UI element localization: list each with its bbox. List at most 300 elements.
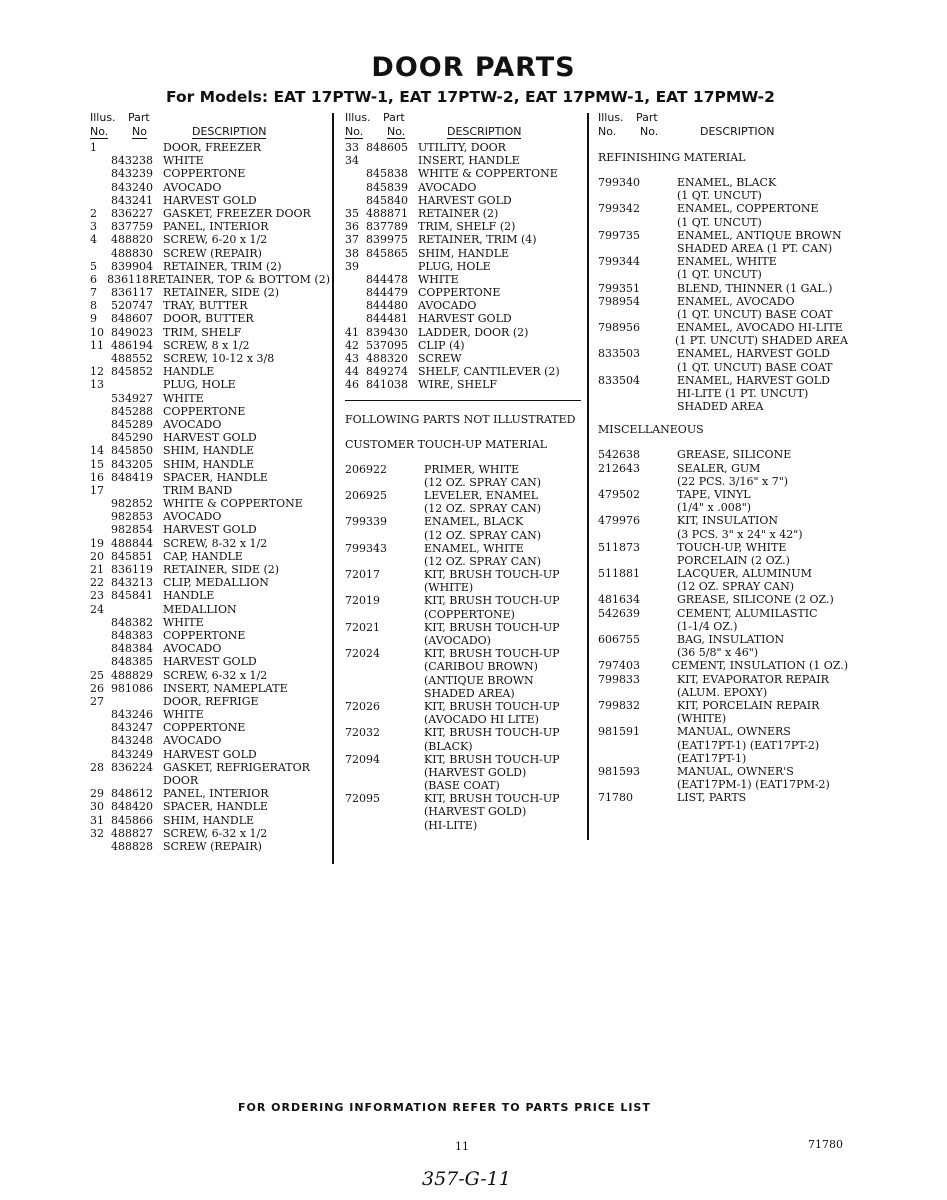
item-number: 25: [90, 668, 104, 682]
part-number: 833503: [598, 347, 640, 361]
parts-row: [345, 207, 581, 220]
parts-row: [345, 766, 581, 779]
part-description: BLEND, THINNER (1 GAL.): [677, 281, 833, 295]
item-number: 21: [90, 563, 104, 576]
part-number: [345, 779, 424, 792]
parts-row: [345, 713, 581, 726]
part-description: SHADED AREA): [424, 686, 515, 700]
part-description: (BLACK): [424, 739, 473, 753]
part-description: BAG, INSULATION: [677, 633, 785, 646]
part-number: 797403: [598, 659, 640, 673]
item-number: [90, 721, 111, 734]
section-refinishing: REFINISHING MATERIAL: [598, 151, 746, 164]
part-description: KIT, BRUSH TOUCH-UP: [424, 620, 560, 634]
part-description: HARVEST GOLD: [418, 312, 512, 326]
parts-row: [345, 594, 581, 607]
parts-row: [598, 620, 848, 633]
handwritten-note: 357-G-11: [422, 1168, 511, 1190]
part-description: HARVEST GOLD: [163, 747, 257, 761]
part-description: CLIP (4): [418, 338, 465, 352]
part-number: 845866: [111, 813, 153, 827]
parts-row: [345, 141, 581, 154]
item-number: 5: [90, 259, 97, 273]
parts-row: [598, 541, 848, 554]
item-number: 33: [345, 141, 359, 154]
part-number: 799735: [598, 228, 640, 242]
part-description: (AVOCADO): [424, 634, 491, 647]
part-description: (12 OZ. SPRAY CAN): [424, 502, 541, 516]
parts-row: [345, 740, 581, 753]
item-number: [90, 167, 111, 180]
header-description: DESCRIPTION: [447, 125, 522, 138]
item-number: 46: [345, 378, 359, 392]
part-number: [598, 475, 677, 488]
part-number: 839904: [111, 259, 153, 273]
parts-row: [90, 444, 330, 457]
part-description: ENAMEL, BLACK: [677, 176, 777, 189]
part-number: [598, 308, 677, 321]
item-number: [90, 392, 111, 405]
part-description: (12 OZ. SPRAY CAN): [424, 528, 541, 542]
part-description: KIT, INSULATION: [677, 514, 779, 528]
part-number: 72021: [345, 620, 380, 634]
item-number: 30: [90, 800, 104, 814]
part-number: 839975: [366, 233, 408, 247]
parts-row: [598, 778, 848, 791]
part-number: 836227: [111, 206, 153, 220]
part-number: [345, 529, 424, 542]
part-number: 836119: [111, 563, 153, 576]
part-description: (HARVEST GOLD): [424, 765, 527, 779]
header-illus: Illus.: [90, 111, 116, 124]
parts-row: [90, 748, 330, 761]
part-description: (1/4" x .008"): [677, 501, 752, 515]
part-number: 848419: [111, 470, 153, 484]
part-number: 799340: [598, 176, 640, 189]
part-description: (12 OZ. SPRAY CAN): [677, 580, 794, 594]
part-number: 534927: [111, 391, 153, 405]
part-description: WHITE: [418, 272, 459, 286]
part-description: LEVELER, ENAMEL: [424, 488, 539, 502]
part-number: [598, 189, 677, 202]
part-number: 844481: [366, 312, 408, 326]
section-not-illustrated: FOLLOWING PARTS NOT ILLUSTRATED: [345, 400, 581, 426]
part-description: AVOCADO: [163, 642, 222, 656]
part-number: [111, 774, 163, 787]
part-number: [111, 695, 163, 708]
part-number: 836118: [107, 272, 150, 286]
item-number: 28: [90, 760, 104, 774]
part-number: 72095: [345, 792, 380, 806]
part-description: MANUAL, OWNERS: [677, 725, 791, 739]
header-description: DESCRIPTION: [700, 125, 775, 138]
part-description: AVOCADO: [163, 417, 222, 431]
part-description: WHITE & COPPERTONE: [163, 497, 303, 511]
part-description: SCREW (REPAIR): [163, 839, 262, 853]
parts-row: [345, 312, 581, 325]
part-description: SCREW, 6-32 x 1/2: [163, 668, 268, 682]
part-number: [345, 819, 424, 832]
part-description: SCREW: [418, 352, 462, 365]
part-number: 982852: [111, 497, 153, 511]
part-number: 982854: [111, 523, 153, 537]
part-number: 843205: [111, 457, 153, 471]
parts-row: [598, 554, 848, 567]
parts-row: [345, 260, 581, 273]
parts-row: [90, 378, 330, 391]
parts-row: [345, 154, 581, 167]
header-description: DESCRIPTION: [192, 125, 267, 138]
parts-row: [345, 581, 581, 594]
page-number: 11: [455, 1140, 469, 1153]
part-description: HARVEST GOLD: [163, 523, 257, 537]
parts-row: [90, 682, 330, 695]
part-number: 843246: [111, 708, 153, 722]
part-description: PLUG, HOLE: [163, 378, 236, 392]
part-description: SCREW, 8-32 x 1/2: [163, 536, 268, 550]
header-illus-no: No.: [598, 125, 617, 138]
part-description: AVOCADO: [418, 299, 477, 313]
parts-row: [598, 229, 848, 242]
parts-row: [90, 774, 330, 787]
part-number: 981593: [598, 764, 640, 778]
part-description: ENAMEL, AVOCADO: [677, 294, 795, 308]
parts-row: [90, 312, 330, 325]
part-number: 839430: [366, 325, 408, 339]
parts-row: [345, 779, 581, 792]
part-description: (1-1/4 OZ.): [677, 619, 738, 633]
part-number: 849274: [366, 365, 408, 379]
parts-row: [90, 827, 330, 840]
header-illus-no: No.: [345, 125, 364, 138]
item-number: [90, 774, 111, 787]
part-number: [598, 216, 677, 229]
part-number: 72024: [345, 647, 380, 661]
part-description: AVOCADO: [418, 180, 477, 194]
parts-list-2: [345, 141, 581, 392]
parts-list-1: [90, 141, 330, 853]
parts-row: [598, 268, 848, 281]
item-number: 6: [90, 272, 97, 286]
parts-row: [598, 255, 848, 268]
parts-row: [345, 805, 581, 818]
parts-row: [598, 387, 848, 400]
part-description: (WHITE): [424, 581, 474, 595]
part-number: [598, 752, 677, 765]
parts-row: [598, 321, 848, 334]
part-number: 844479: [366, 286, 408, 300]
part-description: COPPERTONE: [163, 167, 246, 181]
part-number: 488828: [111, 839, 153, 853]
part-number: [111, 603, 163, 616]
item-number: 1: [90, 141, 97, 154]
part-number: 843213: [111, 576, 153, 590]
part-number: 71780: [598, 791, 633, 805]
item-number: [90, 405, 111, 418]
parts-row: [90, 734, 330, 747]
part-description: (AVOCADO HI LITE): [424, 713, 539, 727]
item-number: 29: [90, 787, 104, 801]
item-number: 11: [90, 338, 104, 352]
parts-row: [90, 497, 330, 510]
parts-row: [598, 607, 848, 620]
part-number: 488827: [111, 826, 153, 840]
part-number: 981086: [111, 681, 153, 695]
item-number: [90, 352, 111, 365]
part-number: 799339: [345, 515, 387, 529]
part-description: DOOR, REFRIGE: [163, 694, 259, 708]
part-number: 488871: [366, 206, 408, 220]
parts-row: [345, 194, 581, 207]
models-subtitle: For Models: EAT 17PTW-1, EAT 17PTW-2, EAT 17PMW-1, EAT 17PMW-2: [166, 88, 775, 106]
header-part-no: No: [132, 125, 147, 138]
part-number: 72032: [345, 726, 380, 740]
part-description: CAP, HANDLE: [163, 549, 243, 563]
part-number: 845289: [111, 417, 153, 431]
parts-row: [90, 458, 330, 471]
item-number: [345, 312, 366, 325]
part-number: [111, 484, 163, 497]
part-description: LADDER, DOOR (2): [418, 325, 529, 339]
part-number: 845839: [366, 180, 408, 194]
parts-row: [598, 242, 848, 255]
part-number: 843248: [111, 734, 153, 748]
parts-row: [598, 646, 848, 659]
part-number: 799833: [598, 672, 640, 686]
part-description: INSERT, NAMEPLATE: [163, 681, 288, 695]
part-description: DOOR: [163, 774, 199, 787]
parts-row: [90, 721, 330, 734]
parts-row: [345, 233, 581, 246]
part-number: 488820: [111, 233, 153, 247]
item-number: 41: [345, 325, 359, 339]
parts-row: [345, 660, 581, 673]
parts-row: [90, 286, 330, 299]
part-description: RETAINER (2): [418, 206, 499, 220]
part-number: 845865: [366, 246, 408, 260]
parts-row: [598, 189, 848, 202]
part-description: ENAMEL, BLACK: [424, 515, 524, 529]
part-description: (1 QT. UNCUT): [677, 215, 762, 229]
parts-row: [598, 400, 848, 413]
part-description: ENAMEL, COPPERTONE: [677, 202, 819, 216]
parts-row: [598, 673, 848, 686]
item-number: [345, 273, 366, 286]
parts-row: [345, 220, 581, 233]
part-description: KIT, BRUSH TOUCH-UP: [424, 568, 560, 582]
part-number: 848605: [366, 141, 408, 154]
item-number: [90, 523, 111, 536]
part-description: AVOCADO: [163, 180, 222, 194]
miscellaneous-list: [598, 448, 848, 804]
page-title: DOOR PARTS: [371, 52, 576, 83]
parts-row: [598, 295, 848, 308]
item-number: 10: [90, 325, 104, 339]
parts-row: [598, 791, 848, 804]
part-number: 848383: [111, 628, 153, 642]
part-description: (BASE COAT): [424, 779, 500, 793]
part-description: (HI-LITE): [424, 818, 478, 832]
part-description: HI-LITE (1 PT. UNCUT): [677, 387, 809, 400]
part-description: WHITE: [163, 708, 204, 722]
parts-row: [90, 655, 330, 668]
parts-row: [90, 431, 330, 444]
part-number: 488320: [366, 352, 408, 365]
part-number: 542639: [598, 606, 640, 620]
parts-row: [598, 282, 848, 295]
part-number: 798954: [598, 294, 640, 308]
item-number: 22: [90, 576, 104, 590]
part-number: 845851: [111, 549, 153, 563]
item-number: 14: [90, 444, 104, 458]
part-description: WHITE: [163, 615, 204, 629]
part-number: 841038: [366, 378, 408, 392]
item-number: 7: [90, 286, 97, 300]
part-description: (12 OZ. SPRAY CAN): [424, 475, 541, 489]
part-description: (WHITE): [677, 712, 727, 726]
part-description: ENAMEL, WHITE: [677, 255, 777, 269]
part-description: AVOCADO: [163, 734, 222, 748]
column-header: [345, 111, 581, 141]
parts-row: [345, 726, 581, 739]
parts-row: [345, 700, 581, 713]
part-description: KIT, EVAPORATOR REPAIR: [677, 672, 829, 686]
parts-row: [345, 515, 581, 528]
part-number: 844480: [366, 299, 408, 313]
parts-row: [90, 695, 330, 708]
part-number: [345, 805, 424, 818]
part-description: SHELF, CANTILEVER (2): [418, 365, 560, 379]
parts-row: [598, 699, 848, 712]
item-number: [90, 748, 111, 761]
parts-row: [598, 593, 848, 606]
part-number: 843239: [111, 167, 153, 181]
part-description: KIT, BRUSH TOUCH-UP: [424, 792, 560, 806]
parts-row: [345, 326, 581, 339]
parts-row: [598, 374, 848, 387]
part-description: RETAINER, SIDE (2): [163, 563, 280, 576]
parts-row: [90, 814, 330, 827]
part-description: LACQUER, ALUMINUM: [677, 567, 812, 581]
parts-row: [345, 568, 581, 581]
part-description: COPPERTONE: [418, 286, 501, 300]
part-description: TOUCH-UP, WHITE: [677, 540, 787, 554]
item-number: [90, 629, 111, 642]
part-number: 488844: [111, 536, 153, 550]
part-description: SPACER, HANDLE: [163, 800, 268, 814]
part-number: 798956: [598, 321, 640, 335]
part-description: TRIM, SHELF: [163, 325, 242, 339]
item-number: 24: [90, 602, 104, 616]
header-part-no: No.: [387, 125, 406, 138]
column-header: [90, 111, 330, 141]
part-number: 72094: [345, 752, 380, 766]
parts-row: [598, 448, 848, 461]
part-number: 72026: [345, 699, 380, 713]
item-number: 17: [90, 483, 104, 497]
item-number: [90, 181, 111, 194]
parts-row: [90, 669, 330, 682]
part-description: SEALER, GUM: [677, 461, 761, 475]
part-number: [598, 268, 677, 281]
parts-row: [90, 299, 330, 312]
parts-row: [598, 488, 848, 501]
parts-row: [598, 765, 848, 778]
part-description: RETAINER, SIDE (2): [163, 286, 280, 300]
parts-row: [90, 247, 330, 260]
part-number: 799344: [598, 255, 640, 269]
parts-row: [345, 167, 581, 180]
part-description: GREASE, SILICONE: [677, 448, 792, 462]
item-number: 4: [90, 233, 97, 247]
parts-row: [90, 418, 330, 431]
part-description: TRAY, BUTTER: [163, 299, 248, 313]
part-number: [345, 581, 424, 594]
parts-row: [598, 580, 848, 593]
parts-row: [90, 787, 330, 800]
part-description: KIT, BRUSH TOUCH-UP: [424, 752, 560, 766]
parts-row: [90, 550, 330, 563]
parts-row: [345, 181, 581, 194]
part-description: DOOR, FREEZER: [163, 141, 262, 154]
part-description: GASKET, FREEZER DOOR: [163, 206, 311, 220]
parts-row: [90, 260, 330, 273]
part-number: [598, 528, 677, 541]
parts-row: [345, 339, 581, 352]
part-number: 843238: [111, 154, 153, 168]
item-number: 23: [90, 589, 104, 603]
parts-row: [90, 642, 330, 655]
item-number: 2: [90, 206, 97, 220]
item-number: [90, 616, 111, 629]
part-number: [111, 378, 163, 391]
part-number: 799351: [598, 281, 640, 295]
parts-row: [90, 167, 330, 180]
part-number: 511873: [598, 540, 640, 554]
parts-row: [598, 659, 848, 672]
parts-row: [598, 462, 848, 475]
parts-row: [90, 233, 330, 246]
part-description: DOOR, BUTTER: [163, 312, 254, 326]
item-number: [90, 708, 111, 721]
parts-row: [598, 501, 848, 514]
part-number: 837789: [366, 220, 408, 234]
item-number: [345, 181, 366, 194]
part-number: 833504: [598, 373, 640, 387]
parts-row: [90, 405, 330, 418]
part-description: (36 5/8" x 46"): [677, 646, 759, 660]
parts-row: [90, 326, 330, 339]
item-number: [90, 734, 111, 747]
part-number: [598, 400, 677, 413]
item-number: 39: [345, 259, 359, 273]
part-number: 606755: [598, 633, 640, 646]
part-description: CEMENT, ALUMILASTIC: [677, 606, 818, 620]
part-number: 848385: [111, 655, 153, 669]
item-number: [90, 642, 111, 655]
refinishing-list: [598, 176, 848, 413]
parts-row: [598, 528, 848, 541]
part-description: HARVEST GOLD: [163, 431, 257, 445]
part-number: 511881: [598, 567, 640, 581]
part-description: ENAMEL, HARVEST GOLD: [677, 347, 830, 361]
part-number: [345, 687, 424, 700]
item-number: 42: [345, 338, 359, 352]
part-description: SCREW, 10-12 x 3/8: [163, 352, 275, 365]
parts-row: [90, 523, 330, 536]
part-description: (12 OZ. SPRAY CAN): [424, 554, 541, 568]
part-number: 848420: [111, 800, 153, 814]
